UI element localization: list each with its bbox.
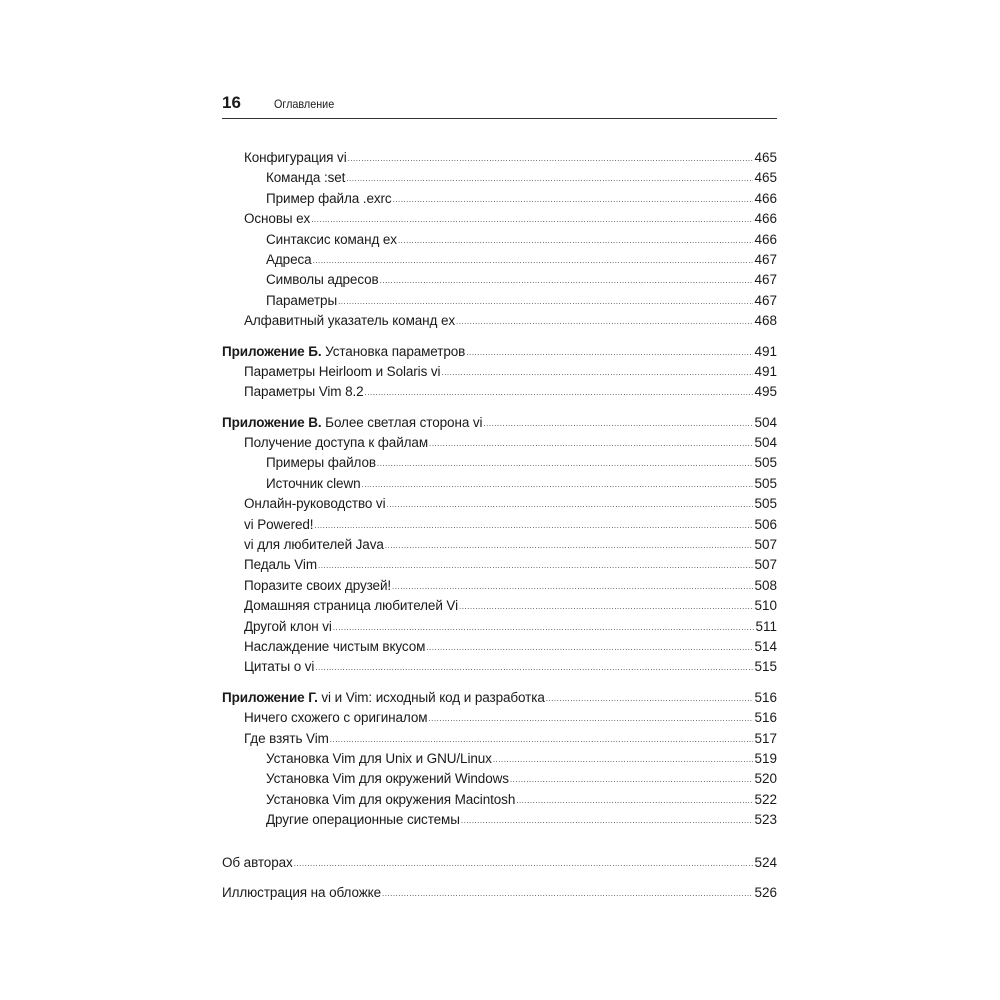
toc-entry-page-number: 467 xyxy=(754,292,777,308)
toc-entry-page-number: 466 xyxy=(754,190,777,206)
toc-entry-title xyxy=(222,853,293,873)
toc-entry-title xyxy=(244,555,317,575)
toc-entry-text: vi и Vim: исходный код и разработка xyxy=(317,689,545,705)
dot-leader xyxy=(346,169,753,189)
toc-entry-text: vi для любителей Java xyxy=(244,537,384,553)
toc-entry-page-number: 520 xyxy=(754,771,777,787)
toc-entry-text: Конфигурация vi xyxy=(244,150,347,165)
toc-entry-title xyxy=(266,270,379,290)
running-title: Оглавление xyxy=(274,97,335,111)
toc-entry-title xyxy=(266,453,376,473)
toc-entry-page-number: 505 xyxy=(754,455,777,471)
dot-leader xyxy=(333,618,755,638)
toc-entry-title xyxy=(244,515,313,535)
toc-entry[interactable] xyxy=(222,168,777,188)
toc-entry-page-number: 465 xyxy=(754,170,777,186)
toc-entry-page-number: 465 xyxy=(754,150,777,165)
toc-entry-text: Наслаждение чистым вкусом xyxy=(244,638,426,654)
toc-entry[interactable] xyxy=(222,555,777,575)
toc-entry-text: Цитаты о vi xyxy=(244,659,315,675)
toc-entry-title xyxy=(266,250,312,270)
toc-entry-title xyxy=(244,708,427,728)
dot-leader xyxy=(461,811,754,831)
toc-entry-title xyxy=(244,433,428,453)
toc-entry-text: Другие операционные системы xyxy=(266,812,460,828)
toc-entry-text: Основы ex xyxy=(244,211,311,227)
toc-entry-text: Команда :set xyxy=(266,170,346,186)
toc-entry-title xyxy=(222,688,545,708)
toc-entry-text: Источник clewn xyxy=(266,475,361,491)
toc-entry-text: Иллюстрация на обложке xyxy=(222,884,381,900)
dot-leader xyxy=(313,251,754,271)
toc-entry-text: Онлайн-руководство vi xyxy=(244,496,386,512)
toc-entry[interactable] xyxy=(222,474,777,494)
toc-entry-text: Поразите своих друзей! xyxy=(244,577,392,593)
toc-entry[interactable] xyxy=(222,413,777,433)
dot-leader xyxy=(338,292,753,312)
toc-entry[interactable] xyxy=(222,515,777,535)
toc-entry-page-number: 508 xyxy=(754,577,777,593)
dot-leader xyxy=(314,516,753,536)
toc-entry[interactable] xyxy=(222,657,777,677)
toc-entry-title xyxy=(244,382,364,402)
dot-leader xyxy=(392,577,753,597)
toc-entry-page-number: 516 xyxy=(754,710,777,726)
appendix-label: Приложение В. xyxy=(222,414,322,430)
toc-entry-text: Параметры Vim 8.2 xyxy=(244,384,364,400)
toc-entry-text: Установка параметров xyxy=(321,343,466,359)
toc-entry[interactable] xyxy=(222,209,777,229)
page-number: 16 xyxy=(222,93,241,112)
toc-entry-title xyxy=(222,413,482,433)
toc-entry-page-number: 504 xyxy=(754,414,777,430)
toc-entry[interactable] xyxy=(222,853,777,873)
dot-leader xyxy=(318,556,754,576)
dot-leader xyxy=(546,689,754,709)
toc-entry[interactable] xyxy=(222,576,777,596)
toc-entry-title xyxy=(266,189,392,209)
dot-leader xyxy=(385,536,754,556)
toc-entry-text: Домашняя страница любителей Vi xyxy=(244,598,458,614)
toc-entry-title xyxy=(266,230,397,250)
dot-leader xyxy=(466,343,753,363)
dot-leader xyxy=(380,271,754,291)
toc-entry-title xyxy=(266,168,345,188)
toc-entry-text: Алфавитный указатель команд ex xyxy=(244,313,456,329)
toc-entry-text: Педаль Vim xyxy=(244,557,317,573)
toc-entry-page-number: 507 xyxy=(754,557,777,573)
toc-entry-title xyxy=(266,769,509,789)
toc-entry-page-number: 504 xyxy=(754,435,777,451)
dot-leader xyxy=(398,231,754,251)
toc-entry-page-number: 505 xyxy=(754,496,777,512)
toc-entry-page-number: 524 xyxy=(754,854,777,870)
toc-entry[interactable] xyxy=(222,148,777,168)
toc-entry-title xyxy=(222,342,465,362)
toc-entry-title xyxy=(266,790,515,810)
toc-entry-title xyxy=(266,749,492,769)
toc-entry-text: Адреса xyxy=(266,251,312,267)
dot-leader xyxy=(348,149,754,169)
toc-entry[interactable] xyxy=(222,189,777,209)
toc-entry[interactable] xyxy=(222,453,777,473)
dot-leader xyxy=(483,414,753,434)
toc-entry-page-number: 517 xyxy=(754,730,777,746)
toc-entry-page-number: 466 xyxy=(754,211,777,227)
toc-entry[interactable] xyxy=(222,729,777,749)
toc-entry-title xyxy=(244,729,329,749)
toc-entry-title xyxy=(222,883,381,903)
toc-entry[interactable] xyxy=(222,810,777,830)
toc-entry-title xyxy=(244,535,384,555)
dot-leader xyxy=(510,770,754,790)
toc-entry-text: Пример файла .exrc xyxy=(266,190,392,206)
dot-leader xyxy=(393,190,754,210)
toc-entry[interactable] xyxy=(222,382,777,402)
toc-entry-text: Параметры xyxy=(266,292,338,308)
toc-entry[interactable] xyxy=(222,433,777,453)
dot-leader xyxy=(426,638,753,658)
toc-entry-text: Примеры файлов xyxy=(266,455,376,471)
toc-entry-text: Синтаксис команд ex xyxy=(266,231,397,247)
dot-leader xyxy=(362,475,754,495)
dot-leader xyxy=(493,750,754,770)
toc-entry-text: Установка Vim для Unix и GNU/Linux xyxy=(266,750,492,766)
toc-entry-text: Установка Vim для окружения Macintosh xyxy=(266,791,516,807)
toc-entry-text: Получение доступа к файлам xyxy=(244,435,429,451)
toc-entry-title xyxy=(266,291,337,311)
dot-leader xyxy=(377,454,754,474)
toc-entry[interactable] xyxy=(222,270,777,290)
toc-entry-title xyxy=(266,810,460,830)
toc-entry-page-number: 516 xyxy=(754,689,777,705)
toc-entry-title xyxy=(244,362,440,382)
toc-entry[interactable] xyxy=(222,688,777,708)
toc-entry-page-number: 511 xyxy=(755,618,777,634)
dot-leader xyxy=(330,730,754,750)
toc-entry[interactable] xyxy=(222,250,777,270)
toc-entry-title xyxy=(244,209,310,229)
toc-entry-text: Об авторах xyxy=(222,854,293,870)
toc-entry-title xyxy=(244,657,314,677)
toc-entry-page-number: 506 xyxy=(754,516,777,532)
toc-entry-page-number: 523 xyxy=(754,812,777,828)
toc-entry-title xyxy=(244,637,425,657)
toc-entry[interactable] xyxy=(222,749,777,769)
toc-entry-title xyxy=(244,596,458,616)
toc-entry[interactable] xyxy=(222,291,777,311)
dot-leader xyxy=(382,884,753,904)
dot-leader xyxy=(456,312,753,332)
toc-entry[interactable] xyxy=(222,342,777,362)
toc-entry-title xyxy=(266,474,361,494)
toc-entry[interactable] xyxy=(222,230,777,250)
toc-entry-text: Установка Vim для окружений Windows xyxy=(266,771,509,787)
dot-leader xyxy=(429,434,753,454)
dot-leader xyxy=(294,854,754,874)
toc-entry-text: Ничего схожего с оригиналом xyxy=(244,710,428,726)
dot-leader xyxy=(365,383,754,403)
page-header xyxy=(222,92,777,119)
toc-entry-title xyxy=(244,494,385,514)
appendix-label: Приложение Б. xyxy=(222,343,322,359)
toc-entry[interactable] xyxy=(222,535,777,555)
toc-entry-text: Символы адресов xyxy=(266,272,379,288)
toc-entry-page-number: 467 xyxy=(754,272,777,288)
toc-entry-title xyxy=(244,617,332,637)
toc-entry-text: Параметры Heirloom и Solaris vi xyxy=(244,363,441,379)
dot-leader xyxy=(441,363,753,383)
toc-entry-text: Более светлая сторона vi xyxy=(321,414,483,430)
dot-leader xyxy=(428,709,753,729)
toc-entry[interactable] xyxy=(222,790,777,810)
toc-entry[interactable] xyxy=(222,637,777,657)
appendix-label: Приложение Г. xyxy=(222,689,318,705)
dot-leader xyxy=(516,791,753,811)
toc-entry[interactable] xyxy=(222,883,777,903)
toc-entry-page-number: 468 xyxy=(754,313,777,329)
toc-entry-page-number: 514 xyxy=(754,638,777,654)
dot-leader xyxy=(386,495,753,515)
toc-entry-title xyxy=(244,148,347,168)
toc-entry[interactable] xyxy=(222,617,777,637)
toc-entry-page-number: 515 xyxy=(754,659,777,675)
toc-entry-page-number: 505 xyxy=(754,475,777,491)
toc-entry-page-number: 519 xyxy=(754,750,777,766)
toc-entry-page-number: 467 xyxy=(754,251,777,267)
toc-entry-page-number: 510 xyxy=(754,598,777,614)
dot-leader xyxy=(315,658,753,678)
toc-entry[interactable] xyxy=(222,708,777,728)
toc-entry-page-number: 491 xyxy=(754,343,777,359)
toc-entry-title xyxy=(244,311,455,331)
toc-entry-page-number: 495 xyxy=(754,384,777,400)
dot-leader xyxy=(459,597,753,617)
toc-entry-text: Где взять Vim xyxy=(244,730,329,746)
toc-entry-page-number: 507 xyxy=(754,537,777,553)
toc-entry-text: vi Powered! xyxy=(244,516,314,532)
toc-entry-page-number: 466 xyxy=(754,231,777,247)
toc-entry-page-number: 522 xyxy=(754,791,777,807)
table-of-contents xyxy=(222,148,777,903)
toc-entry-text: Другой клон vi xyxy=(244,618,332,634)
toc-entry[interactable] xyxy=(222,311,777,331)
toc-entry[interactable] xyxy=(222,596,777,616)
toc-entry-page-number: 491 xyxy=(754,363,777,379)
toc-entry[interactable] xyxy=(222,494,777,514)
toc-entry[interactable] xyxy=(222,769,777,789)
dot-leader xyxy=(311,210,753,230)
toc-entry-title xyxy=(244,576,391,596)
toc-entry-page-number: 526 xyxy=(754,884,777,900)
toc-entry[interactable] xyxy=(222,362,777,382)
